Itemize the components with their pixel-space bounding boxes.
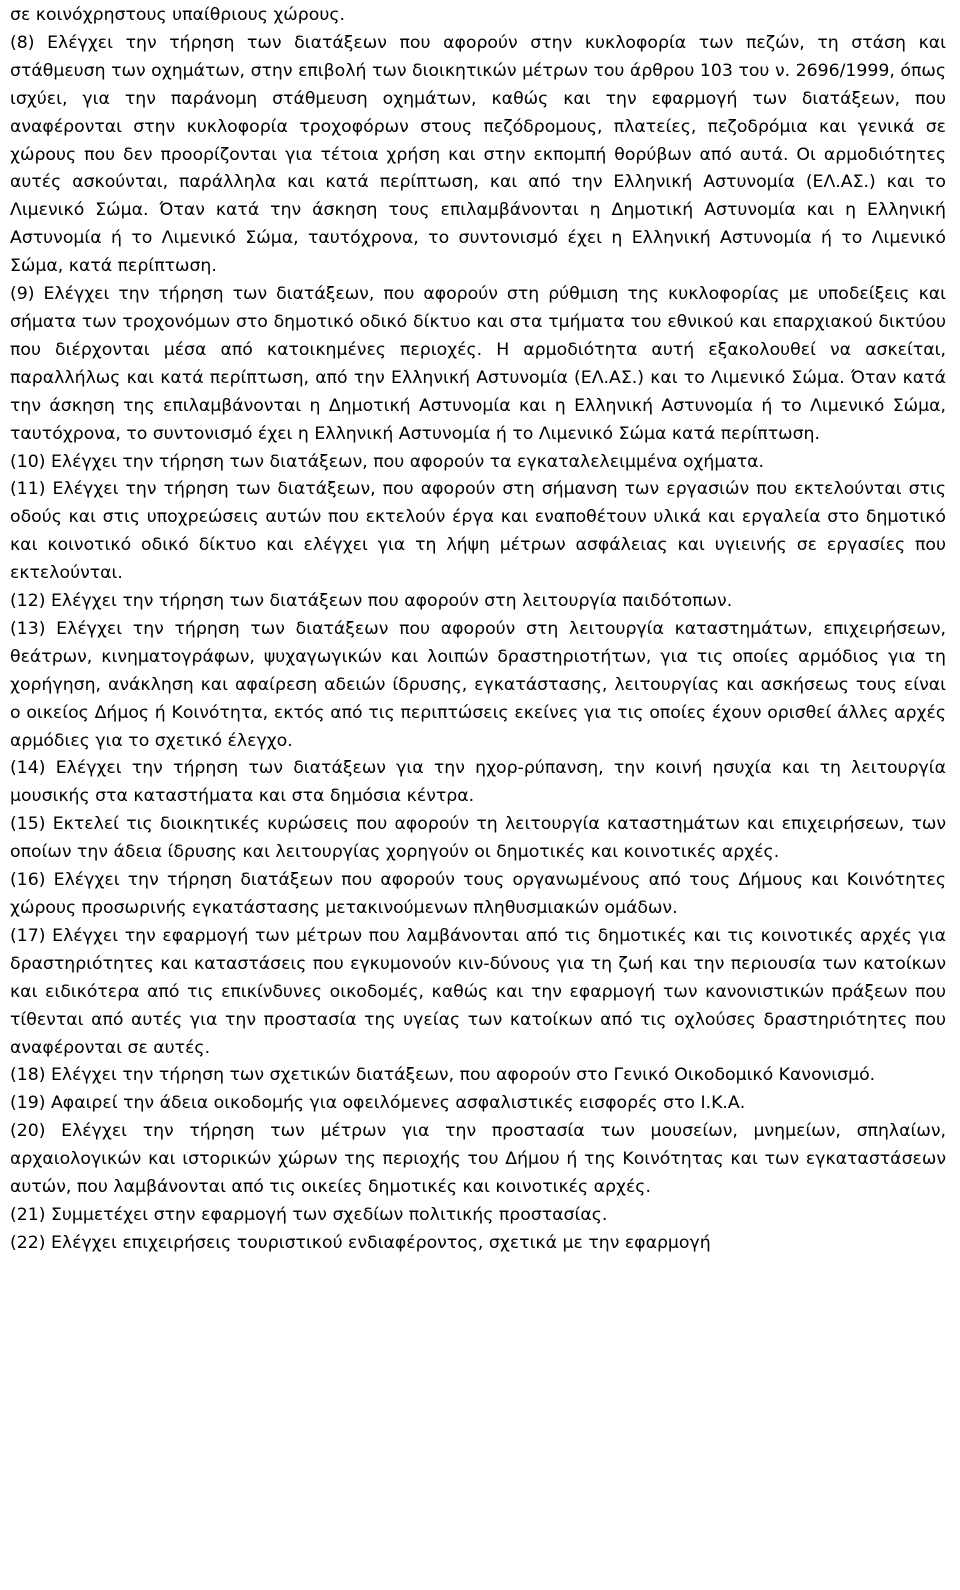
paragraph-item-15: (15) Εκτελεί τις διοικητικές κυρώσεις που αφορούν τη λειτουργία καταστημάτων και επιχειρήσεων, των οποίων την άδεια ίδρυσης και λειτουργίας χορηγούν οι δημοτικές και κοινοτικές αρχές. [10, 814, 946, 863]
paragraph-item-19: (19) Αφαιρεί την άδεια οικοδομής για οφειλόμενες ασφαλιστικές εισφορές στο Ι.Κ.Α. [10, 1093, 746, 1114]
paragraph-item-17: (17) Ελέγχει την εφαρμογή των μέτρων που λαμβάνονται από τις δημοτικές και τις κοινοτικές αρχές για δραστηριότητες και καταστάσεις που εγκυμονούν κιν-δύνους για τη ζωή και την περιουσία των κατοίκων και ειδικότερα από τις επικίνδυνες οικοδομές, καθώς και την εφαρμογή των κανονιστικών πράξεων που τίθενται από αυτές για την προστασία της υγείας των κατοίκων από τις οχλούσες δραστηριότητες που αναφέρονται σε αυτές. [10, 925, 946, 1058]
paragraph-item-8: (8) Ελέγχει την τήρηση των διατάξεων που αφορούν στην κυκλοφορία των πεζών, τη στάση και στάθμευση των οχημάτων, στην επιβολή των διοικητικών μέτρων του άρθρου 103 του ν. 2696/1999, όπως ισχύει, για την παράνομη στάθμευση οχημάτων, καθώς και την εφαρμογή των διατάξεων, που αναφέρονται στην κυκλοφορία τροχοφόρων στους πεζόδρομους, πλατείες, πεζοδρόμια και γενικά σε χώρους που δεν προορίζονται για τέτοια χρήση και στην εκπομπή θορύβων από αυτά. Οι αρμοδιότητες αυτές ασκούνται, παράλληλα και κατά περίπτωση, και από την Ελληνική Αστυνομία (ΕΛ.ΑΣ.) και το Λιμενικό Σώμα. Όταν κατά την άσκηση τους επιλαμβάνονται η Δημοτική Αστυνομία και η Ελληνική Αστυνομία ή το Λιμενικό Σώμα, ταυτόχρονα, το συντονισμό έχει η Ελληνική Αστυνομία ή το Λιμενικό Σώμα, κατά περίπτωση. [10, 32, 946, 277]
paragraph-item-13: (13) Ελέγχει την τήρηση των διατάξεων που αφορούν στη λειτουργία καταστημάτων, επιχειρήσεων, θεάτρων, κινηματογράφων, ψυχαγωγικών και λοιπών δραστηριοτήτων, για τις οποίες αρμόδιος για τη χορήγηση, ανάκληση και αφαίρεση αδειών ίδρυσης, εγκατάστασης, λειτουργίας και ασκήσεως τους είναι ο οικείος Δήμος ή Κοινότητα, εκτός από τις περιπτώσεις εκείνες για τις οποίες έχουν ορισθεί άλλες αρχές αρμόδιες για το σχετικό έλεγχο. [10, 618, 946, 751]
paragraph-item-9: (9) Ελέγχει την τήρηση των διατάξεων, που αφορούν στη ρύθμιση της κυκλοφορίας με υποδείξεις και σήματα των τροχονόμων στο δημοτικό οδικό δίκτυο και στα τμήματα του εθνικού και επαρχιακού δικτύου που διέρχονται μέσα από κατοικημένες περιοχές. Η αρμοδιότητα αυτή εξακολουθεί να ασκείται, παραλλήλως και κατά περίπτωση, από την Ελληνική Αστυνομία (ΕΛ.ΑΣ.) και το Λιμενικό Σώμα. Όταν κατά την άσκηση της επιλαμβάνονται η Δημοτική Αστυνομία και η Ελληνική Αστυνομία ή το Λιμενικό Σώμα, ταυτόχρονα, το συντονισμό έχει η Ελληνική Αστυνομία ή το Λιμενικό Σώμα κατά περίπτωση. [10, 284, 946, 444]
paragraph-item-18: (18) Ελέγχει την τήρηση των σχετικών διατάξεων, που αφορούν στο Γενικό Οικοδομικό Κανονισμό. [10, 1065, 876, 1086]
paragraph-continuation: σε κοινόχρηστους υπαίθριους χώρους. [10, 5, 345, 25]
paragraph-item-16: (16) Ελέγχει την τήρηση διατάξεων που αφορούν τους οργανωμένους από τους Δήμους και Κοινότητες χώρους προσωρινής εγκατάστασης μετακινούμενων πληθυσμιακών ομάδων. [10, 870, 946, 918]
paragraph-item-11: (11) Ελέγχει την τήρηση των διατάξεων, που αφορούν στη σήμανση των εργασιών που εκτελούνται στις οδούς και στις υποχρεώσεις αυτών που εκτελούν έργα και εναποθέτουν υλικά και εργαλεία στο δημοτικό και κοινοτικό οδικό δίκτυο και ελέγχει για τη λήψη μέτρων ασφάλειας και υγιεινής σε εργασίες που εκτελούνται. [10, 479, 946, 584]
paragraph-item-20: (20) Ελέγχει την τήρηση των μέτρων για την προστασία των μουσείων, μνημείων, σπηλαίων, αρχαιολογικών και ιστορικών χώρων της περιοχής του Δήμου ή της Κοινότητας και των εγκαταστάσεων αυτών, που λαμβάνονται από τις οικείες δημοτικές και κοινοτικές αρχές. [10, 1121, 946, 1198]
paragraph-item-14: (14) Ελέγχει την τήρηση των διατάξεων για την ηχορ-ρύπανση, την κοινή ησυχία και τη λειτουργία μουσικής στα καταστήματα και στα δημόσια κέντρα. [10, 758, 946, 807]
paragraph-item-21: (21) Συμμετέχει στην εφαρμογή των σχεδίων πολιτικής προστασίας. [10, 1204, 608, 1225]
paragraph-item-10: (10) Ελέγχει την τήρηση των διατάξεων, που αφορούν τα εγκαταλελειμμένα οχήματα. [10, 451, 765, 472]
paragraph-item-12: (12) Ελέγχει την τήρηση των διατάξεων που αφορούν στη λειτουργία παιδότοπων. [10, 591, 733, 612]
paragraph-item-22: (22) Ελέγχει επιχειρήσεις τουριστικού ενδιαφέροντος, σχετικά με την εφαρμογή [10, 1232, 711, 1253]
